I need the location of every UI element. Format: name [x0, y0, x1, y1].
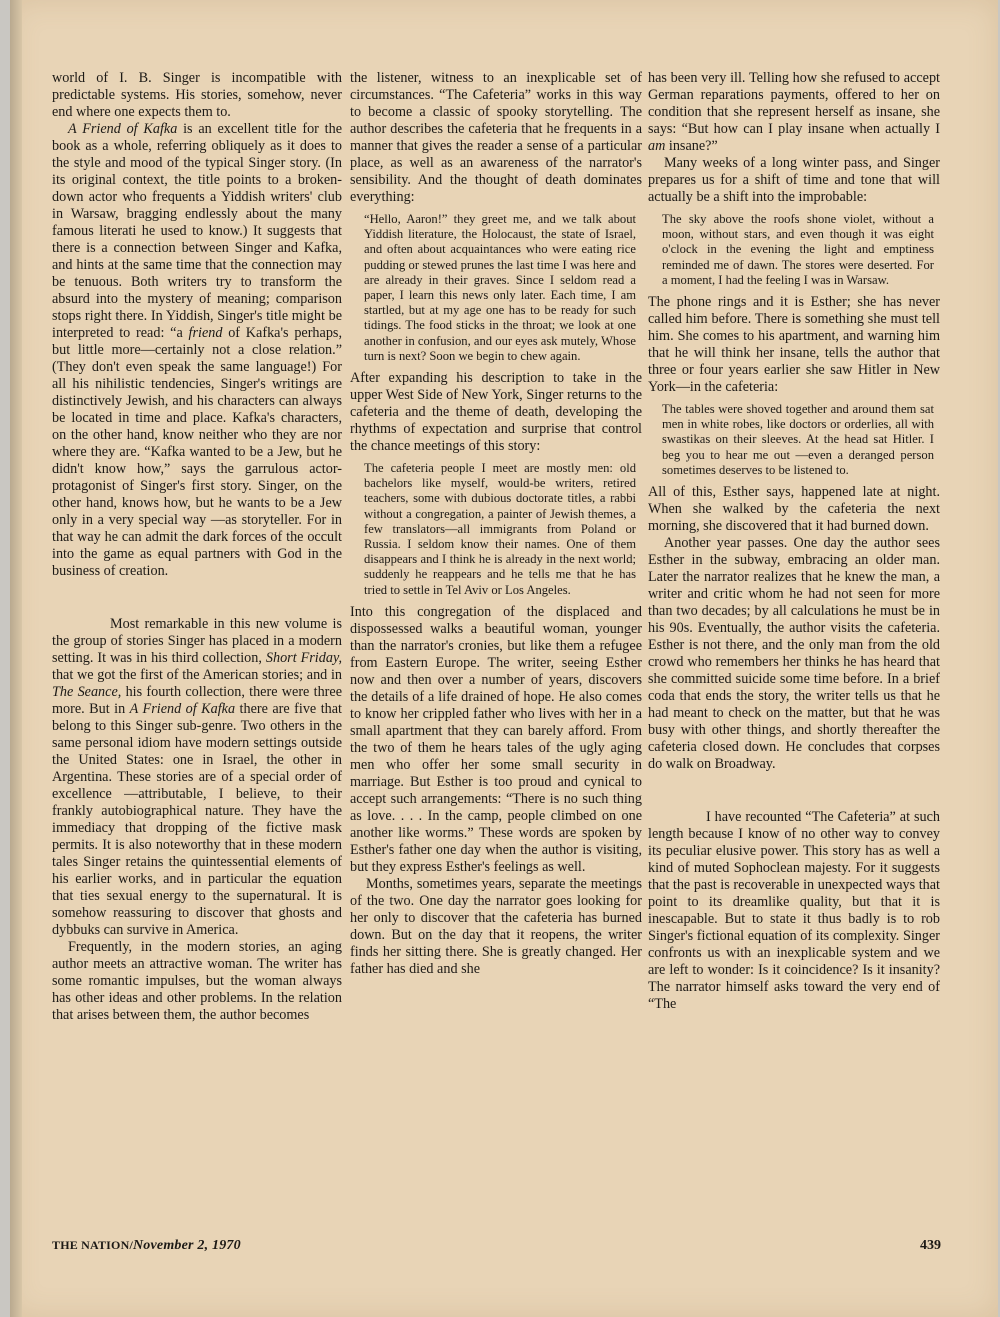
- book-title: A Friend of Kafka: [68, 121, 178, 137]
- page-spine: [10, 0, 22, 1317]
- paragraph: Another year passes. One day the author sees Esther in the subway, embracing an older man. Later the narrator realizes that he knew the man, a writer and critic whom he had not seen for more than two decades; by all calculations he must be in his 90s. Eventually, the author visits the cafeteria. Esther is not there, and the only man from the old crowd who remembers her thinks he has heard that she committed suicide some time before. In a brief coda that ends the story, the writer tells us that he had meant to check on the matter, but that he was busy with other things, and shortly thereafter the cafeteria closed down. He concludes that corpses do walk on Broadway.: [648, 535, 940, 773]
- paragraph: The phone rings and it is Esther; she has never called him before. There is something she must tell him. She comes to his apartment, and warning him that he will think her insane, tells the author that three or four years earlier she saw Hitler in New York—in the cafeteria:: [648, 294, 940, 396]
- column-3: [648, 70, 940, 1013]
- paragraph: Most remarkable in this new volume is the group of stories Singer has placed in a modern setting. It was in his third collection, Short Friday, that we got the first of the American stories; and in The Seance, his fourth collection, there were three more. But in A Friend of Kafka there are five that belong to this Singer sub-genre. Two others in the same personal idiom have modern settings outside the United States: one in Israel, the other in Argentina. These stories are of a special order of excellence —attributable, I believe, to their frankly autobiographical nature. They have the immediacy that dropping of the fictive mask permits. It is also noteworthy that in these modern tales Singer retains the quintessential elements of his earlier works, and in particular the equation that ties sexual energy to the supernatural. It is somehow reassuring to discover that ghosts and dybbuks can survive in America.: [52, 616, 342, 938]
- block-quote: “Hello, Aaron!” they greet me, and we talk about Yiddish literature, the Holocaust, the state of Israel, and often about acquaintances who were eating rice pudding or stewed prunes the last time I was here and are already in their graves. Since I seldom read a paper, I learn this news only later. Each time, I am startled, but at my age one has to be ready for such tidings. The food sticks in the throat; we look at one another in confusion, and our eyes ask mutely, Whose turn is next? Soon we begin to chew again.: [364, 212, 636, 363]
- paragraph: Into this congregation of the displaced and dispossessed walks a beautiful woman, younger than the narrator's cronies, but like them a refugee from Eastern Europe. The writer, seeing Esther now and then over a number of years, discovers the details of a life drained of hope. He also comes to know her crippled father who lives with her in a small apartment that they can barely afford. From the two of them he hears tales of the ugly aging men who offer her some small security in marriage. But Esther is too proud and cynical to accept such arrangements: “There is no such thing as love. . . . In the camp, people climbed on one another like worms.” These words are spoken by Esther's father one day when the author is visiting, but they express Esther's feelings as well.: [350, 603, 642, 875]
- block-quote: The cafeteria people I meet are mostly men: old bachelors like myself, would-be writers, retired teachers, some with dubious doctorate titles, a rabbi without a congregation, a painter of Jewish themes, a few translators—all immigrants from Poland or Russia. I seldom know their names. One of them disappears and I think he is already in the next world; suddenly he reappears and he tells me that he has tried to settle in Tel Aviv or Los Angeles.: [364, 461, 636, 597]
- issue-date: November 2, 1970: [133, 1238, 241, 1253]
- section-break: [648, 773, 940, 809]
- paragraph: has been very ill. Telling how she refused to accept German reparations payments, offered to her on condition that she represent herself as insane, she says: “But how can I play insane when actually I am insane?”: [648, 70, 940, 154]
- paragraph: world of I. B. Singer is incompatible with predictable systems. His stories, somehow, never end where one expects them to.: [52, 70, 342, 120]
- paragraph: Many weeks of a long winter pass, and Singer prepares us for a shift of time and tone that will actually be a shift into the improbable:: [648, 155, 940, 205]
- block-quote: The sky above the roofs shone violet, without a moon, without stars, and even though it was eight o'clock in the evening the light and emptiness reminded me of dawn. The stores were deserted. For a moment, I had the feeling I was in Warsaw.: [662, 212, 934, 287]
- block-quote: The tables were shoved together and around them sat men in white robes, like doctors or orderlies, all with swastikas on their sleeves. At the head sat Hitler. I beg you to hear me out —even a deranged person sometimes deserves to be listened to.: [662, 402, 934, 477]
- section-break: [52, 580, 342, 616]
- column-2: [350, 70, 642, 978]
- paragraph: All of this, Esther says, happened late at night. When she walked by the cafeteria the next morning, she discovered that it had burned down.: [648, 484, 940, 535]
- paragraph: the listener, witness to an inexplicable set of circumstances. “The Cafeteria” works in this way to become a classic of spooky storytelling. The author describes the cafeteria that he frequents in a manner that gives the reader a sense of a particular place, as well as an awareness of the narrator's sensibility. And the thought of death dominates everything:: [350, 70, 642, 205]
- paragraph: Months, sometimes years, separate the meetings of the two. One day the narrator goes looking for her only to discover that the cafeteria has burned down. But on the day that it reopens, the writer finds her sitting there. She is greatly changed. Her father has died and she: [350, 875, 642, 977]
- paragraph: After expanding his description to take in the upper West Side of New York, Singer returns to the cafeteria and the theme of death, developing the rhythms of expectation and surprise that control the chance meetings of this story:: [350, 370, 642, 455]
- page-number: 439: [920, 1238, 941, 1253]
- footer-masthead: THE NATION/November 2, 1970: [52, 1238, 241, 1253]
- column-1: [52, 70, 342, 1024]
- paragraph: I have recounted “The Cafeteria” at such length because I know of no other way to convey its peculiar elusive power. This story has as well a kind of muted Sophoclean majesty. For it suggests that the past is recoverable in unexpected ways that point to its dreamlike quality, but that it is inescapable. But to state it thus badly is to rob Singer's fictional equation of its complexity. Singer confronts us with an inexplicable system and we are left to wonder: Is it coincidence? Is it insanity? The narrator himself asks toward the very end of “The: [648, 809, 940, 1013]
- paragraph: Frequently, in the modern stories, an aging author meets an attractive woman. The writer has some romantic impulses, but the woman always has other ideas and other problems. In the relation that arises between them, the author becomes: [52, 939, 342, 1023]
- paragraph: A Friend of Kafka is an excellent title for the book as a whole, referring obliquely as it does to the style and mood of the typical Singer story. (In its original context, the title points to a broken-down actor who frequents a Yiddish writers' club in Warsaw, bragging endlessly about the many famous literati he used to know.) It suggests that there is a connection between Singer and Kafka, and hints at the same time that the connection may be tenuous. Both writers try to transform the absurd into the mystery of meaning; comparison stops right there. In Yiddish, Singer's title might be interpreted to read: “a friend of Kafka's perhaps, but little more—certainly not a close relation.” (They don't even speak the same language!) For all his nihilistic tendencies, Singer's writings are distinctively Jewish, and his characters can always be located in time and place. Kafka's characters, on the other hand, know neither who they are nor where they are. “Kafka wanted to be a Jew, but he didn't know how,” says the garrulous actor-protagonist of Singer's first story. Singer, on the other hand, knows how, but he wants to be a Jew only in a very special way —as storyteller. For in that way he can admit the dark forces of the occult into the game as equal partners with God in the business of creation.: [52, 121, 343, 579]
